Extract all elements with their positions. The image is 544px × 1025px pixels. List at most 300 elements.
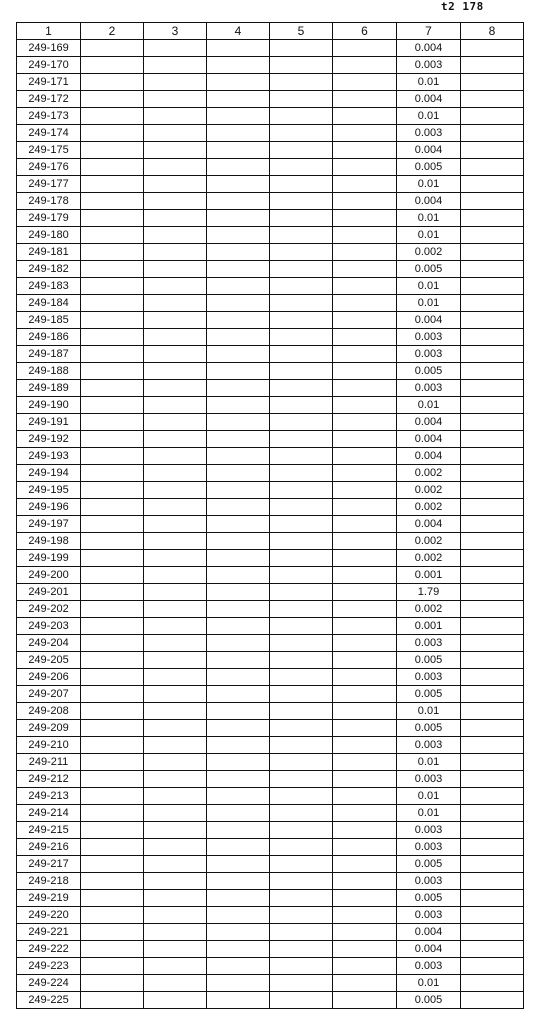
cell-empty bbox=[461, 652, 524, 669]
cell-col-7-value: 0.003 bbox=[397, 958, 461, 975]
cell-col-7-value: 0.004 bbox=[397, 448, 461, 465]
cell-sample-id: 249-180 bbox=[17, 227, 81, 244]
cell-empty bbox=[81, 329, 144, 346]
cell-empty bbox=[144, 618, 207, 635]
cell-empty bbox=[81, 720, 144, 737]
cell-sample-id: 249-209 bbox=[17, 720, 81, 737]
cell-empty bbox=[461, 499, 524, 516]
cell-empty bbox=[144, 397, 207, 414]
cell-empty bbox=[81, 414, 144, 431]
cell-empty bbox=[207, 635, 270, 652]
cell-col-7-value: 0.002 bbox=[397, 499, 461, 516]
cell-sample-id: 249-206 bbox=[17, 669, 81, 686]
table-row bbox=[17, 397, 524, 414]
cell-col-7-value: 0.01 bbox=[397, 278, 461, 295]
cell-col-7-value: 0.002 bbox=[397, 465, 461, 482]
cell-empty bbox=[144, 346, 207, 363]
cell-empty bbox=[270, 720, 333, 737]
table-row bbox=[17, 295, 524, 312]
cell-empty bbox=[207, 142, 270, 159]
header-col-7: 7 bbox=[397, 23, 461, 40]
cell-empty bbox=[270, 295, 333, 312]
cell-sample-id: 249-186 bbox=[17, 329, 81, 346]
cell-empty bbox=[81, 227, 144, 244]
cell-sample-id: 249-217 bbox=[17, 856, 81, 873]
cell-empty bbox=[207, 975, 270, 992]
header-col-2: 2 bbox=[81, 23, 144, 40]
cell-empty bbox=[270, 822, 333, 839]
cell-sample-id: 249-224 bbox=[17, 975, 81, 992]
header-row bbox=[17, 23, 524, 40]
cell-empty bbox=[461, 924, 524, 941]
cell-empty bbox=[207, 737, 270, 754]
cell-empty bbox=[81, 465, 144, 482]
cell-empty bbox=[333, 465, 397, 482]
cell-col-7-value: 0.004 bbox=[397, 193, 461, 210]
cell-col-7-value: 0.002 bbox=[397, 244, 461, 261]
cell-col-7-value: 0.002 bbox=[397, 533, 461, 550]
cell-empty bbox=[461, 108, 524, 125]
table-row bbox=[17, 533, 524, 550]
cell-empty bbox=[270, 57, 333, 74]
cell-sample-id: 249-201 bbox=[17, 584, 81, 601]
cell-empty bbox=[333, 227, 397, 244]
table-row bbox=[17, 278, 524, 295]
cell-empty bbox=[270, 74, 333, 91]
cell-col-7-value: 0.01 bbox=[397, 397, 461, 414]
cell-empty bbox=[144, 737, 207, 754]
table-row bbox=[17, 873, 524, 890]
cell-empty bbox=[207, 584, 270, 601]
cell-empty bbox=[461, 329, 524, 346]
cell-empty bbox=[270, 312, 333, 329]
cell-empty bbox=[461, 771, 524, 788]
table-row bbox=[17, 448, 524, 465]
cell-empty bbox=[461, 414, 524, 431]
cell-empty bbox=[270, 499, 333, 516]
cell-empty bbox=[144, 771, 207, 788]
cell-empty bbox=[207, 771, 270, 788]
cell-empty bbox=[270, 176, 333, 193]
cell-empty bbox=[144, 975, 207, 992]
cell-empty bbox=[144, 414, 207, 431]
cell-empty bbox=[144, 448, 207, 465]
table-row bbox=[17, 176, 524, 193]
cell-sample-id: 249-177 bbox=[17, 176, 81, 193]
cell-empty bbox=[270, 907, 333, 924]
cell-empty bbox=[81, 941, 144, 958]
cell-col-7-value: 0.004 bbox=[397, 414, 461, 431]
cell-empty bbox=[81, 176, 144, 193]
cell-empty bbox=[207, 703, 270, 720]
cell-empty bbox=[333, 363, 397, 380]
cell-empty bbox=[207, 346, 270, 363]
cell-empty bbox=[144, 839, 207, 856]
cell-sample-id: 249-208 bbox=[17, 703, 81, 720]
cell-empty bbox=[270, 448, 333, 465]
table-row bbox=[17, 363, 524, 380]
cell-empty bbox=[144, 244, 207, 261]
cell-sample-id: 249-225 bbox=[17, 992, 81, 1009]
cell-empty bbox=[144, 669, 207, 686]
table-row bbox=[17, 329, 524, 346]
cell-empty bbox=[333, 142, 397, 159]
cell-col-7-value: 0.002 bbox=[397, 601, 461, 618]
cell-empty bbox=[333, 516, 397, 533]
cell-empty bbox=[461, 805, 524, 822]
table-header bbox=[17, 23, 524, 40]
cell-empty bbox=[81, 295, 144, 312]
cell-col-7-value: 0.002 bbox=[397, 482, 461, 499]
cell-empty bbox=[270, 482, 333, 499]
cell-empty bbox=[270, 550, 333, 567]
cell-empty bbox=[144, 958, 207, 975]
cell-sample-id: 249-181 bbox=[17, 244, 81, 261]
table-row bbox=[17, 958, 524, 975]
cell-empty bbox=[207, 499, 270, 516]
cell-sample-id: 249-188 bbox=[17, 363, 81, 380]
cell-empty bbox=[461, 159, 524, 176]
cell-empty bbox=[81, 448, 144, 465]
cell-empty bbox=[461, 40, 524, 57]
cell-col-7-value: 0.003 bbox=[397, 380, 461, 397]
cell-col-7-value: 0.01 bbox=[397, 108, 461, 125]
page-label: t2 178 bbox=[441, 0, 484, 13]
cell-sample-id: 249-204 bbox=[17, 635, 81, 652]
cell-empty bbox=[333, 210, 397, 227]
cell-sample-id: 249-214 bbox=[17, 805, 81, 822]
cell-empty bbox=[333, 924, 397, 941]
cell-empty bbox=[270, 465, 333, 482]
cell-col-7-value: 0.002 bbox=[397, 550, 461, 567]
table-row bbox=[17, 210, 524, 227]
cell-empty bbox=[144, 57, 207, 74]
cell-empty bbox=[207, 108, 270, 125]
cell-empty bbox=[144, 856, 207, 873]
cell-empty bbox=[333, 193, 397, 210]
cell-sample-id: 249-212 bbox=[17, 771, 81, 788]
cell-empty bbox=[144, 907, 207, 924]
cell-empty bbox=[461, 788, 524, 805]
cell-empty bbox=[461, 907, 524, 924]
cell-empty bbox=[333, 856, 397, 873]
cell-empty bbox=[207, 958, 270, 975]
cell-empty bbox=[81, 975, 144, 992]
cell-empty bbox=[81, 635, 144, 652]
cell-empty bbox=[333, 295, 397, 312]
cell-col-7-value: 0.01 bbox=[397, 805, 461, 822]
cell-sample-id: 249-218 bbox=[17, 873, 81, 890]
cell-empty bbox=[207, 601, 270, 618]
cell-empty bbox=[144, 567, 207, 584]
cell-empty bbox=[333, 805, 397, 822]
cell-empty bbox=[207, 550, 270, 567]
cell-empty bbox=[81, 567, 144, 584]
cell-empty bbox=[207, 295, 270, 312]
cell-sample-id: 249-192 bbox=[17, 431, 81, 448]
cell-sample-id: 249-173 bbox=[17, 108, 81, 125]
cell-empty bbox=[461, 550, 524, 567]
table-row bbox=[17, 142, 524, 159]
cell-empty bbox=[461, 941, 524, 958]
cell-empty bbox=[461, 380, 524, 397]
cell-col-7-value: 0.003 bbox=[397, 737, 461, 754]
table-row bbox=[17, 227, 524, 244]
cell-empty bbox=[207, 312, 270, 329]
cell-sample-id: 249-169 bbox=[17, 40, 81, 57]
cell-sample-id: 249-199 bbox=[17, 550, 81, 567]
cell-sample-id: 249-213 bbox=[17, 788, 81, 805]
cell-col-7-value: 0.005 bbox=[397, 686, 461, 703]
cell-col-7-value: 0.003 bbox=[397, 873, 461, 890]
cell-empty bbox=[461, 737, 524, 754]
cell-empty bbox=[461, 57, 524, 74]
cell-empty bbox=[144, 312, 207, 329]
cell-col-7-value: 0.005 bbox=[397, 159, 461, 176]
cell-sample-id: 249-200 bbox=[17, 567, 81, 584]
cell-empty bbox=[333, 975, 397, 992]
cell-empty bbox=[333, 346, 397, 363]
cell-empty bbox=[270, 601, 333, 618]
cell-empty bbox=[461, 227, 524, 244]
table-row bbox=[17, 414, 524, 431]
table-row bbox=[17, 941, 524, 958]
cell-empty bbox=[207, 431, 270, 448]
cell-empty bbox=[144, 533, 207, 550]
cell-sample-id: 249-187 bbox=[17, 346, 81, 363]
cell-empty bbox=[207, 992, 270, 1009]
cell-empty bbox=[270, 737, 333, 754]
cell-empty bbox=[461, 210, 524, 227]
header-col-8: 8 bbox=[461, 23, 524, 40]
cell-sample-id: 249-205 bbox=[17, 652, 81, 669]
cell-col-7-value: 0.01 bbox=[397, 210, 461, 227]
cell-empty bbox=[461, 703, 524, 720]
cell-empty bbox=[270, 669, 333, 686]
cell-empty bbox=[270, 329, 333, 346]
cell-empty bbox=[81, 618, 144, 635]
cell-sample-id: 249-195 bbox=[17, 482, 81, 499]
cell-empty bbox=[81, 210, 144, 227]
cell-empty bbox=[270, 227, 333, 244]
cell-empty bbox=[333, 431, 397, 448]
cell-empty bbox=[207, 754, 270, 771]
cell-empty bbox=[333, 686, 397, 703]
cell-empty bbox=[333, 312, 397, 329]
cell-empty bbox=[333, 941, 397, 958]
cell-empty bbox=[461, 261, 524, 278]
cell-empty bbox=[270, 856, 333, 873]
cell-empty bbox=[461, 397, 524, 414]
cell-sample-id: 249-191 bbox=[17, 414, 81, 431]
table-row bbox=[17, 822, 524, 839]
cell-empty bbox=[81, 652, 144, 669]
cell-empty bbox=[144, 278, 207, 295]
table-row bbox=[17, 57, 524, 74]
cell-col-7-value: 0.01 bbox=[397, 754, 461, 771]
cell-empty bbox=[333, 397, 397, 414]
table-row bbox=[17, 108, 524, 125]
cell-empty bbox=[333, 57, 397, 74]
cell-empty bbox=[461, 839, 524, 856]
cell-empty bbox=[333, 839, 397, 856]
cell-sample-id: 249-170 bbox=[17, 57, 81, 74]
table-row bbox=[17, 584, 524, 601]
cell-empty bbox=[461, 720, 524, 737]
cell-empty bbox=[81, 907, 144, 924]
cell-sample-id: 249-194 bbox=[17, 465, 81, 482]
cell-empty bbox=[461, 601, 524, 618]
cell-empty bbox=[461, 346, 524, 363]
cell-empty bbox=[270, 261, 333, 278]
cell-empty bbox=[207, 448, 270, 465]
cell-empty bbox=[461, 992, 524, 1009]
cell-col-7-value: 0.003 bbox=[397, 346, 461, 363]
cell-empty bbox=[461, 669, 524, 686]
cell-empty bbox=[81, 74, 144, 91]
cell-empty bbox=[207, 125, 270, 142]
cell-empty bbox=[81, 108, 144, 125]
table-row bbox=[17, 125, 524, 142]
table-row bbox=[17, 601, 524, 618]
cell-empty bbox=[207, 533, 270, 550]
cell-col-7-value: 0.003 bbox=[397, 125, 461, 142]
cell-empty bbox=[81, 924, 144, 941]
cell-empty bbox=[333, 601, 397, 618]
table-row bbox=[17, 159, 524, 176]
cell-empty bbox=[81, 499, 144, 516]
cell-empty bbox=[461, 193, 524, 210]
cell-empty bbox=[144, 482, 207, 499]
cell-sample-id: 249-221 bbox=[17, 924, 81, 941]
table-row bbox=[17, 669, 524, 686]
cell-col-7-value: 0.005 bbox=[397, 992, 461, 1009]
cell-col-7-value: 0.003 bbox=[397, 771, 461, 788]
cell-sample-id: 249-215 bbox=[17, 822, 81, 839]
cell-empty bbox=[270, 431, 333, 448]
cell-col-7-value: 0.005 bbox=[397, 363, 461, 380]
cell-empty bbox=[333, 261, 397, 278]
cell-empty bbox=[461, 822, 524, 839]
cell-empty bbox=[144, 788, 207, 805]
cell-empty bbox=[207, 873, 270, 890]
cell-empty bbox=[461, 618, 524, 635]
cell-col-7-value: 0.005 bbox=[397, 890, 461, 907]
table-row bbox=[17, 686, 524, 703]
cell-empty bbox=[207, 482, 270, 499]
table-row bbox=[17, 261, 524, 278]
cell-empty bbox=[207, 567, 270, 584]
cell-sample-id: 249-184 bbox=[17, 295, 81, 312]
table-row bbox=[17, 550, 524, 567]
cell-empty bbox=[144, 805, 207, 822]
cell-empty bbox=[81, 261, 144, 278]
cell-empty bbox=[270, 652, 333, 669]
cell-empty bbox=[207, 890, 270, 907]
cell-col-7-value: 0.005 bbox=[397, 720, 461, 737]
cell-empty bbox=[270, 788, 333, 805]
cell-empty bbox=[270, 686, 333, 703]
cell-sample-id: 249-197 bbox=[17, 516, 81, 533]
table-row bbox=[17, 805, 524, 822]
table-row bbox=[17, 924, 524, 941]
cell-empty bbox=[81, 669, 144, 686]
cell-empty bbox=[144, 193, 207, 210]
cell-empty bbox=[461, 856, 524, 873]
cell-empty bbox=[270, 890, 333, 907]
cell-empty bbox=[144, 601, 207, 618]
cell-empty bbox=[270, 873, 333, 890]
cell-empty bbox=[333, 499, 397, 516]
cell-empty bbox=[333, 958, 397, 975]
table-row bbox=[17, 74, 524, 91]
cell-empty bbox=[461, 448, 524, 465]
cell-empty bbox=[333, 159, 397, 176]
cell-empty bbox=[270, 958, 333, 975]
cell-empty bbox=[81, 142, 144, 159]
cell-empty bbox=[144, 91, 207, 108]
cell-empty bbox=[270, 992, 333, 1009]
table-row bbox=[17, 482, 524, 499]
table-row bbox=[17, 720, 524, 737]
table-row bbox=[17, 431, 524, 448]
cell-col-7-value: 0.003 bbox=[397, 669, 461, 686]
cell-sample-id: 249-172 bbox=[17, 91, 81, 108]
cell-empty bbox=[333, 907, 397, 924]
cell-empty bbox=[144, 550, 207, 567]
cell-empty bbox=[207, 40, 270, 57]
cell-empty bbox=[144, 176, 207, 193]
table-row bbox=[17, 244, 524, 261]
cell-sample-id: 249-179 bbox=[17, 210, 81, 227]
cell-sample-id: 249-223 bbox=[17, 958, 81, 975]
cell-empty bbox=[270, 584, 333, 601]
cell-empty bbox=[270, 839, 333, 856]
cell-empty bbox=[81, 703, 144, 720]
cell-sample-id: 249-183 bbox=[17, 278, 81, 295]
cell-empty bbox=[461, 244, 524, 261]
cell-empty bbox=[333, 873, 397, 890]
cell-empty bbox=[207, 414, 270, 431]
cell-col-7-value: 0.004 bbox=[397, 941, 461, 958]
table-body bbox=[17, 40, 524, 1009]
cell-empty bbox=[461, 975, 524, 992]
cell-empty bbox=[207, 839, 270, 856]
cell-empty bbox=[461, 533, 524, 550]
cell-empty bbox=[333, 329, 397, 346]
cell-empty bbox=[333, 771, 397, 788]
header-col-3: 3 bbox=[144, 23, 207, 40]
cell-col-7-value: 0.004 bbox=[397, 431, 461, 448]
cell-empty bbox=[270, 159, 333, 176]
table-row bbox=[17, 652, 524, 669]
cell-empty bbox=[333, 720, 397, 737]
cell-empty bbox=[270, 244, 333, 261]
cell-empty bbox=[461, 482, 524, 499]
cell-empty bbox=[207, 856, 270, 873]
cell-empty bbox=[333, 652, 397, 669]
cell-empty bbox=[207, 261, 270, 278]
cell-empty bbox=[270, 346, 333, 363]
cell-sample-id: 249-182 bbox=[17, 261, 81, 278]
cell-empty bbox=[144, 635, 207, 652]
cell-empty bbox=[270, 703, 333, 720]
cell-empty bbox=[461, 125, 524, 142]
cell-empty bbox=[81, 805, 144, 822]
cell-col-7-value: 0.003 bbox=[397, 635, 461, 652]
cell-empty bbox=[333, 414, 397, 431]
cell-empty bbox=[461, 686, 524, 703]
